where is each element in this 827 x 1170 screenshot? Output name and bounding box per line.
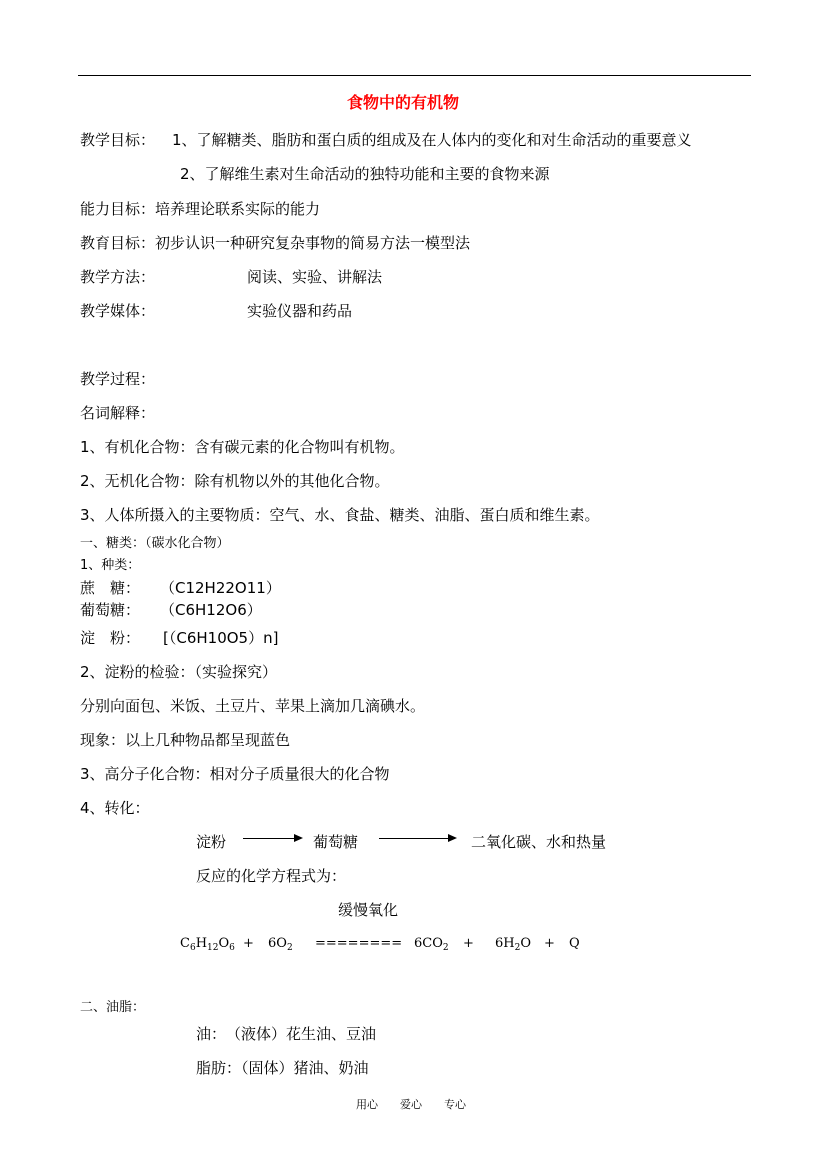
term-inorganic: 2、无机化合物：除有机物以外的其他化合物。: [80, 472, 390, 490]
process-heading: 教学过程：: [80, 370, 156, 388]
kinds-heading: 1、种类：: [80, 558, 141, 573]
flow-products: 二氧化碳、水和热量: [471, 833, 607, 851]
media-label: 教学媒体：: [80, 302, 156, 320]
fats-heading: 二、油脂：: [80, 1000, 146, 1015]
flow-starch: 淀粉: [196, 833, 227, 851]
oil-line: 油： （液体）花生油、豆油: [196, 1025, 377, 1043]
teaching-objective-1: 1、了解糖类、脂肪和蛋白质的组成及在人体内的变化和对生命活动的重要意义: [172, 131, 692, 149]
sugars-heading: 一、糖类：（碳水化合物）: [80, 536, 230, 551]
equals-sign: ========: [315, 936, 403, 951]
equation-intro: 反应的化学方程式为：: [196, 867, 347, 885]
formula-oxygen: $6O_2$: [268, 936, 293, 953]
reaction-condition: 缓慢氧化: [338, 901, 399, 919]
sucrose-formula: （C12H22O11）: [160, 579, 281, 597]
teaching-objectives-label: 教学目标：: [80, 131, 156, 149]
method-value: 阅读、实验、讲解法: [247, 268, 383, 286]
sucrose-name: 蔗 糖：: [80, 579, 141, 597]
starch-test-step: 分别向面包、米饭、土豆片、苹果上滴加几滴碘水。: [80, 697, 426, 715]
term-main-substances: 3、人体所摄入的主要物质：空气、水、食盐、糖类、油脂、蛋白质和维生素。: [80, 506, 600, 524]
plus-sign: +: [544, 936, 555, 951]
footer-motto: 用心 爱心 专心: [356, 1098, 466, 1111]
polymer-definition: 3、高分子化合物：相对分子质量很大的化合物: [80, 765, 390, 783]
ability-objective: 能力目标：培养理论联系实际的能力: [80, 200, 321, 218]
media-value: 实验仪器和药品: [247, 302, 353, 320]
conversion-heading: 4、转化：: [80, 799, 150, 817]
arrow-icon: [243, 838, 301, 839]
teaching-objective-2: 2、了解维生素对生命活动的独特功能和主要的食物来源: [180, 165, 550, 183]
observation: 现象：以上几种物品都呈现蓝色: [80, 731, 291, 749]
plus-sign: +: [243, 936, 254, 951]
formula-water: $6H_2O$: [495, 936, 532, 953]
starch-formula: [（C6H10O5）n]: [163, 629, 279, 647]
term-organic: 1、有机化合物：含有碳元素的化合物叫有机物。: [80, 438, 405, 456]
arrow-icon: [379, 838, 455, 839]
formula-glucose: $C_6H_{12}O_6$: [180, 936, 235, 953]
starch-name: 淀 粉：: [80, 629, 141, 647]
starch-test-heading: 2、淀粉的检验：（实验探究）: [80, 663, 278, 681]
glucose-name: 葡萄糖：: [80, 601, 141, 619]
glucose-formula: （C6H12O6）: [160, 601, 262, 619]
page-title: 食物中的有机物: [347, 93, 460, 112]
flow-glucose: 葡萄糖: [313, 833, 359, 851]
header-rule: [78, 75, 751, 76]
formula-co2: $6CO_2$: [414, 936, 449, 953]
method-label: 教学方法：: [80, 268, 156, 286]
education-objective: 教育目标：初步认识一种研究复杂事物的简易方法一模型法: [80, 234, 471, 252]
terms-heading: 名词解释：: [80, 404, 156, 422]
plus-sign: +: [463, 936, 474, 951]
energy-q: Q: [569, 936, 580, 951]
fat-line: 脂肪：（固体）猪油、奶油: [196, 1059, 369, 1077]
